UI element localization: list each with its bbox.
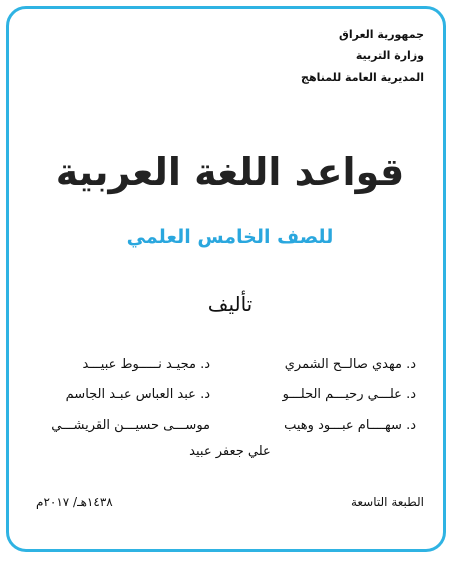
author-name: د. عبد العباس عبـد الجاسم	[65, 387, 210, 402]
author-name: د. علـــي رحيـــم الحلـــو	[282, 387, 416, 402]
ministry-line-country: جمهورية العراق	[339, 28, 424, 41]
edition-label: الطبعة التاسعة	[350, 495, 424, 509]
publication-year: ١٤٣٨هـ/ ٢٠١٧م	[36, 495, 113, 509]
author-name: د. مهدي صالــح الشمري	[284, 357, 416, 372]
book-subtitle: للصف الخامس العلمي	[126, 226, 334, 248]
author-name: علي جعفر عبيد	[189, 444, 271, 459]
page-border	[6, 6, 446, 552]
author-name: موســـى حسيـــن القريشـــي	[51, 418, 210, 433]
authorship-heading: تأليف	[207, 292, 253, 316]
ministry-line-ministry: وزارة التربية	[355, 49, 424, 62]
book-title: قواعد اللغة العربية	[55, 150, 405, 194]
author-name: د. سهــــام عبـــود وهيب	[284, 418, 416, 433]
ministry-line-directorate: المديرية العامة للمناهج	[301, 71, 424, 84]
author-name: د. مجيـد نـــــوط عبيـــد	[82, 357, 210, 372]
